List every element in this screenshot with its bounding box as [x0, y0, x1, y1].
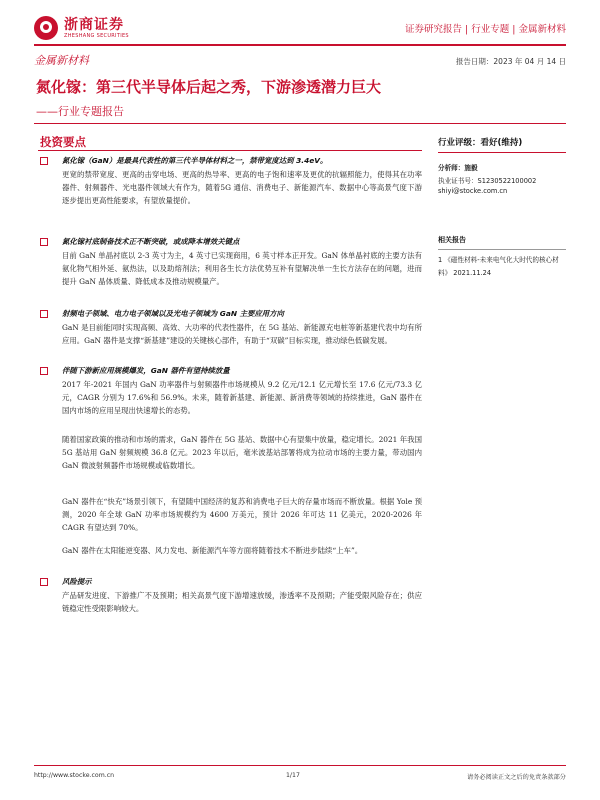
footer-divider [34, 765, 566, 766]
report-subtitle: ——行业专题报告 [36, 105, 124, 118]
related-divider [438, 249, 566, 250]
bullet-icon [40, 157, 48, 165]
point-paragraph: GaN 器件在太阳能逆变器、风力发电、新能源汽车等方面将随着技术不断进步陆续“上车”。 [62, 546, 363, 555]
header-breadcrumb: 证券研究报告 | 行业专题 | 金属新材料 [405, 24, 566, 35]
point-heading: 氮化镓衬底制备技术正不断突破，或成降本增效关键点 [62, 237, 240, 246]
section-title: 投资要点 [40, 135, 86, 149]
bullet-icon [40, 238, 48, 246]
analyst-certificate: 执业证书号：S1230522100002 [438, 177, 537, 185]
point-paragraph: 目前 GaN 单晶衬底以 2-3 英寸为主，4 英寸已实现商用，6 英寸样本正开发。GaN 体单晶衬底的主要方法有氨化物气相外延、氨热法，以及助熔剂法；利用各生长方法优势互补有望解决单一生长方法存在的问题，进而提升 GaN 晶体质量、降低成本及推动规模量产。 [62, 251, 422, 287]
industry-rating: 行业评级：看好(维持) [438, 138, 523, 148]
company-logo [34, 14, 154, 42]
logo-name-cn: 浙商证券 [64, 16, 124, 33]
report-title: 氮化镓：第三代半导体后起之秀，下游渗透潜力巨大 [36, 78, 382, 96]
related-reports-heading: 相关报告 [438, 236, 466, 244]
point-paragraph: 更宽的禁带宽度、更高的击穿电场、更高的热导率、更高的电子饱和速率及更优的抗辐照能力，使得其在功率器件、射频器件、光电器件领域大有作为，随着5G 通信、消费电子、新能源汽车、数据中心等高景气度下游逐步提出更高性能要求，有望放量提价。 [62, 170, 422, 206]
footer-website-link[interactable]: http://www.stocke.com.cn [34, 772, 115, 779]
analyst-name: 分析师：施毅 [438, 164, 478, 172]
logo-name-en: ZHESHANG SECURITIES [64, 32, 129, 39]
industry-label: 金属新材料 [34, 54, 89, 67]
analyst-email[interactable]: shiyi@stocke.com.cn [438, 187, 508, 195]
risk-heading: 风险提示 [62, 577, 92, 586]
point-heading: 伴随下游新应用规模爆发，GaN 器件有望持续放量 [62, 366, 230, 375]
risk-paragraph: 产品研发进度、下游推广不及预期；相关高景气度下游增速放缓，渗透率不及预期；产能受限风险存在；供应链稳定性受限影响较大。 [62, 591, 422, 614]
point-heading: 氮化镓（GaN）是最具代表性的第三代半导体材料之一，禁带宽度达到 3.4eV。 [62, 156, 328, 165]
bullet-icon [40, 310, 48, 318]
point-paragraph: 随着国家政策的推动和市场的需求，GaN 器件在 5G 基站、数据中心有望集中放量，稳定增长。2021 年我国 5G 基站用 GaN 射频规模 36.8 亿元。2023 年以后，毫米波基站部署将成为拉动市场的主要力量，带动国内 GaN 微波射频器件市场规模或临数增长。 [62, 435, 422, 471]
point-paragraph: GaN 是目前能同时实现高频、高效、大功率的代表性器件，在 5G 基站、新能源充电桩等新基建代表中均有所应用。GaN 器件是支撑“新基建”建设的关键核心部件，有助于“双碳”目标实现，推动绿色低碳发展。 [62, 323, 422, 346]
header-divider [34, 44, 566, 46]
point-heading: 射频电子领域、电力电子领域以及光电子领域为 GaN 主要应用方向 [62, 309, 284, 318]
related-report-item[interactable]: 1 《磁性材料-未来电气化大时代的核心材料》 2021.11.24 [438, 256, 559, 277]
disclaimer-note: 请务必阅读正文之后的免责条款部分 [467, 774, 566, 781]
logo-emblem-icon [34, 16, 58, 40]
bullet-icon [40, 367, 48, 375]
rating-divider [438, 152, 566, 153]
point-paragraph: 2017 年-2021 年国内 GaN 功率器件与射频器件市场规模从 9.2 亿元/12.1 亿元增长至 17.6 亿元/73.3 亿元，CAGR 分别为 17.6%和 56.9%。未来，随着新基建、新能源、新消费等领域的持续推进，GaN 器件在国内市场的应用呈现出快速增长的态势。 [62, 380, 422, 416]
bullet-icon [40, 578, 48, 586]
point-paragraph: GaN 器件在“快充”场景引领下，有望随中国经济的复苏和消费电子巨大的存量市场而不断放量。根据 Yole 预测，2020 年全球 GaN 功率市场规模约为 4600 万美元，预计 2026 年可达 11 亿美元，2020-2026 年 CAGR 有望达到 70%。 [62, 497, 422, 533]
title-divider [34, 123, 566, 124]
section-divider [38, 150, 422, 151]
page-number: 1/17 [286, 772, 300, 779]
report-date: 报告日期：2023 年 04 月 14 日 [455, 57, 566, 66]
